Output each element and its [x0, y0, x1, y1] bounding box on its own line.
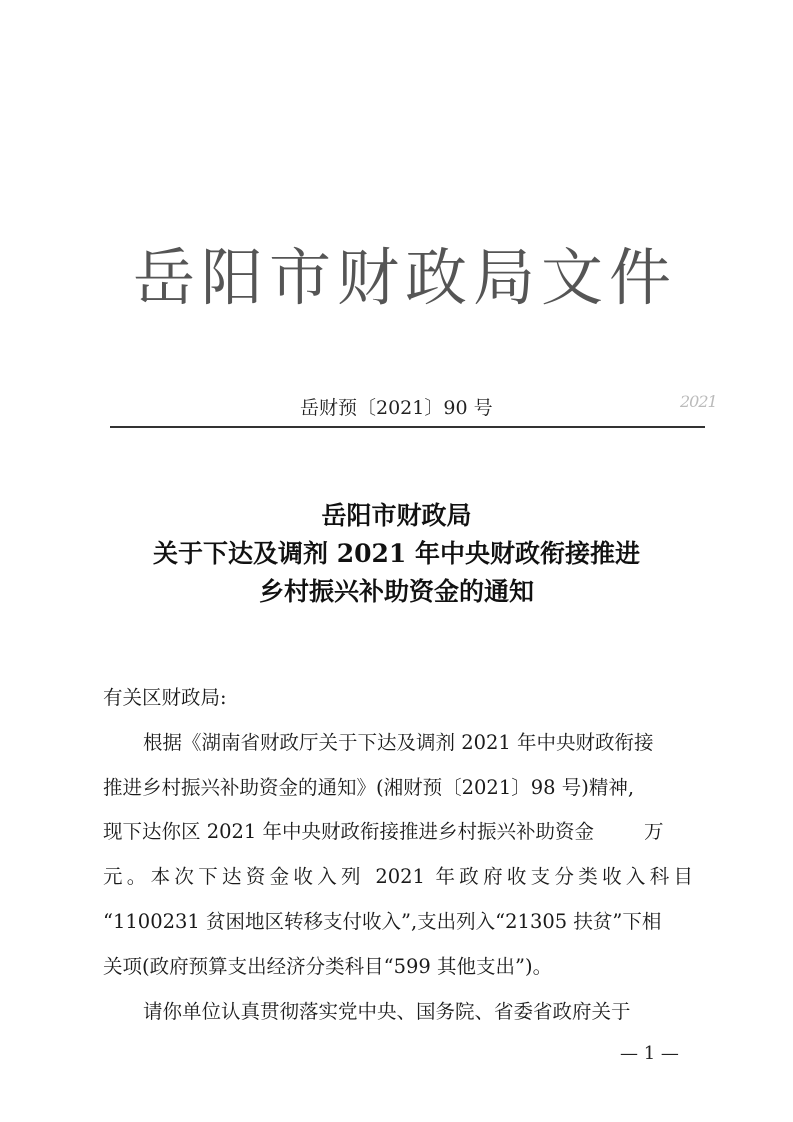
paragraph-1-line-6: 关项(政府预算支出经济分类科目“599 其他支出”)。 — [103, 954, 553, 978]
paragraph-1-line-5: “1100231 贫困地区转移支付收入”,支出列入“21305 扶贫”下相 — [103, 909, 662, 933]
paragraph-1-line-1: 根据《湖南省财政厅关于下达及调剂 2021 年中央财政衔接 — [143, 730, 654, 754]
handwritten-note: 2021 — [680, 392, 717, 411]
amount-unit: 万 — [644, 820, 664, 844]
document-number: 岳财预〔2021〕90 号 — [300, 397, 493, 419]
paragraph-1-line-3-text: 现下达你区 2021 年中央财政衔接推进乡村振兴补助资金 — [103, 820, 595, 844]
header-divider — [110, 426, 705, 428]
paragraph-1-line-2: 推进乡村振兴补助资金的通知》(湘财预〔2021〕98 号)精神, — [103, 775, 635, 799]
paragraph-2-line-1: 请你单位认真贯彻落实党中央、国务院、省委省政府关于 — [143, 999, 631, 1023]
document-header-title: 岳阳市财政局文件 — [132, 241, 677, 314]
notice-title — [80, 497, 713, 611]
notice-title-line-3: 乡村振兴补助资金的通知 — [258, 577, 534, 606]
notice-title-line-1: 岳阳市财政局 — [321, 501, 472, 530]
paragraph-1-line-4: 元。本次下达资金收入列 2021 年政府收支分类收入科目 — [103, 865, 693, 889]
page-number: — 1 — — [620, 1043, 679, 1064]
salutation: 有关区财政局: — [103, 686, 227, 709]
paragraph-1-line-3 — [103, 810, 693, 855]
notice-title-line-2: 关于下达及调剂 2021 年中央财政衔接推进 — [153, 539, 640, 568]
notice-body — [103, 676, 693, 1034]
